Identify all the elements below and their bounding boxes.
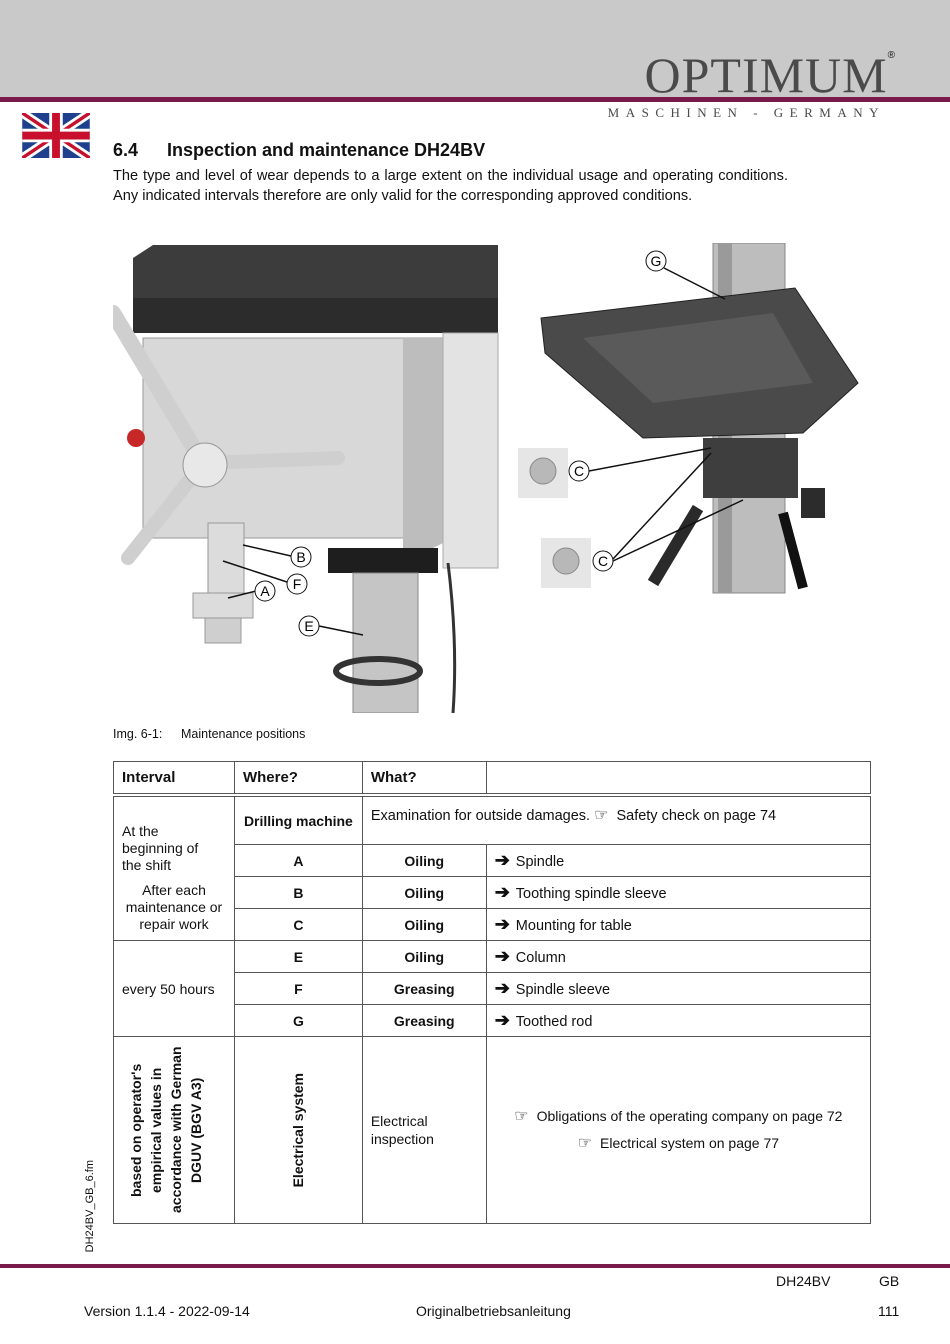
reference-hand-icon: ☞ — [577, 1135, 593, 1152]
svg-text:C: C — [573, 463, 585, 479]
arrow-right-icon: ➔ — [494, 978, 510, 998]
where-drilling-machine: Drilling machine — [234, 797, 362, 845]
header-interval: Interval — [114, 762, 235, 794]
section-number: 6.4 — [113, 140, 139, 160]
callout-C-lower — [593, 551, 613, 571]
what-cell: Oiling — [362, 941, 486, 973]
header-blank — [486, 762, 870, 794]
where-cell: A — [234, 845, 362, 877]
footer-doc-type: Originalbetriebsanleitung — [416, 1303, 571, 1319]
footer-divider — [0, 1264, 950, 1268]
callout-B — [291, 547, 311, 567]
callout-A — [255, 581, 275, 601]
footer-model: DH24BV — [776, 1273, 831, 1289]
ref-electrical-system — [495, 1130, 862, 1157]
svg-text:A: A — [260, 583, 270, 599]
target-cell — [486, 973, 870, 1005]
where-cell: C — [234, 909, 362, 941]
brand-name: OPTIMUM — [644, 47, 888, 103]
callout-C-upper — [569, 461, 589, 481]
target-text: Toothing spindle sleeve — [515, 886, 667, 902]
header-what: What? — [362, 762, 486, 794]
footer-page-number: 111 — [878, 1303, 900, 1319]
arrow-right-icon: ➔ — [494, 914, 510, 934]
maintenance-positions-figure — [113, 243, 873, 713]
table-row-electrical — [114, 1037, 871, 1224]
svg-text:B: B — [296, 549, 306, 565]
maintenance-table — [113, 761, 871, 1224]
reference-hand-icon: ☞ — [514, 1108, 529, 1125]
brand-tagline: MASCHINEN - GERMANY — [607, 105, 885, 120]
what-cell: Greasing — [362, 973, 486, 1005]
outside-damages-text: Examination for outside damages. — [370, 808, 591, 824]
target-text: Toothed rod — [515, 1014, 593, 1030]
where-cell: G — [234, 1005, 362, 1037]
what-cell: Oiling — [362, 909, 486, 941]
interval-electrical — [114, 1037, 235, 1224]
where-cell: E — [234, 941, 362, 973]
callout-F — [287, 574, 307, 594]
interval-after-maintenance: After each maintenance or repair work — [125, 882, 223, 932]
target-cell — [486, 845, 870, 877]
svg-text:F: F — [292, 576, 302, 592]
arrow-right-icon: ➔ — [494, 946, 510, 966]
table-row — [114, 941, 871, 973]
target-text: Mounting for table — [515, 918, 632, 934]
where-cell: F — [234, 973, 362, 1005]
what-cell: Greasing — [362, 1005, 486, 1037]
target-text: Column — [515, 950, 566, 966]
caption-text: Maintenance positions — [181, 727, 306, 741]
where-electrical-text: Electrical system — [290, 1072, 307, 1188]
target-text: Spindle — [515, 854, 565, 870]
table-header-row — [114, 762, 871, 794]
what-cell: Oiling — [362, 877, 486, 909]
interval-electrical-text: based on operator's empirical values in accordance with German DGUV (BGV A3) — [127, 1046, 204, 1214]
ref-electrical-text[interactable]: Electrical system on page 77 — [600, 1135, 780, 1151]
target-cell — [486, 877, 870, 909]
callout-E — [299, 616, 319, 636]
ref-obligations-text[interactable]: Obligations of the operating company on page 72 — [536, 1108, 843, 1124]
target-text: Spindle sleeve — [515, 982, 611, 998]
registered-mark: ® — [887, 50, 895, 61]
arrow-right-icon: ➔ — [494, 850, 510, 870]
target-cell — [486, 909, 870, 941]
target-cell — [486, 1005, 870, 1037]
caption-number: Img. 6-1: — [113, 727, 163, 741]
figure-caption — [113, 727, 305, 741]
footer-lang: GB — [879, 1273, 900, 1289]
target-cell — [486, 941, 870, 973]
brand-logo — [644, 47, 895, 103]
section-heading — [113, 140, 485, 161]
what-cell: Oiling — [362, 845, 486, 877]
svg-text:C: C — [597, 553, 609, 569]
intro-paragraph: The type and level of wear depends to a large extent on the individual usage and operating conditions. Any indicated intervals therefore are only valid for the corresponding approved conditions. — [113, 168, 788, 204]
ref-obligations — [495, 1103, 862, 1130]
what-electrical: Electrical inspection — [362, 1037, 486, 1224]
arrow-right-icon: ➔ — [494, 1010, 510, 1030]
svg-text:E: E — [304, 618, 314, 634]
footer-version: Version 1.1.4 - 2022-09-14 — [84, 1303, 250, 1319]
arrow-right-icon: ➔ — [494, 882, 510, 902]
header-where: Where? — [234, 762, 362, 794]
section-title: Inspection and maintenance DH24BV — [167, 140, 486, 160]
table-row — [114, 797, 871, 845]
interval-start-shift: At the beginning of the shift — [122, 823, 199, 873]
safety-check-ref[interactable]: Safety check on page 74 — [616, 808, 777, 824]
callout-G — [646, 251, 666, 271]
reference-hand-icon: ☞ — [594, 807, 609, 824]
interval-cell-shift — [114, 797, 235, 941]
interval-50-hours: every 50 hours — [114, 941, 235, 1037]
what-outside-damages — [362, 797, 870, 845]
uk-flag-icon — [22, 113, 90, 158]
where-cell: B — [234, 877, 362, 909]
source-file-label: DH24BV_GB_6.fm — [84, 1160, 96, 1253]
svg-text:G: G — [650, 253, 662, 269]
where-electrical — [234, 1037, 362, 1224]
electrical-refs — [486, 1037, 870, 1224]
